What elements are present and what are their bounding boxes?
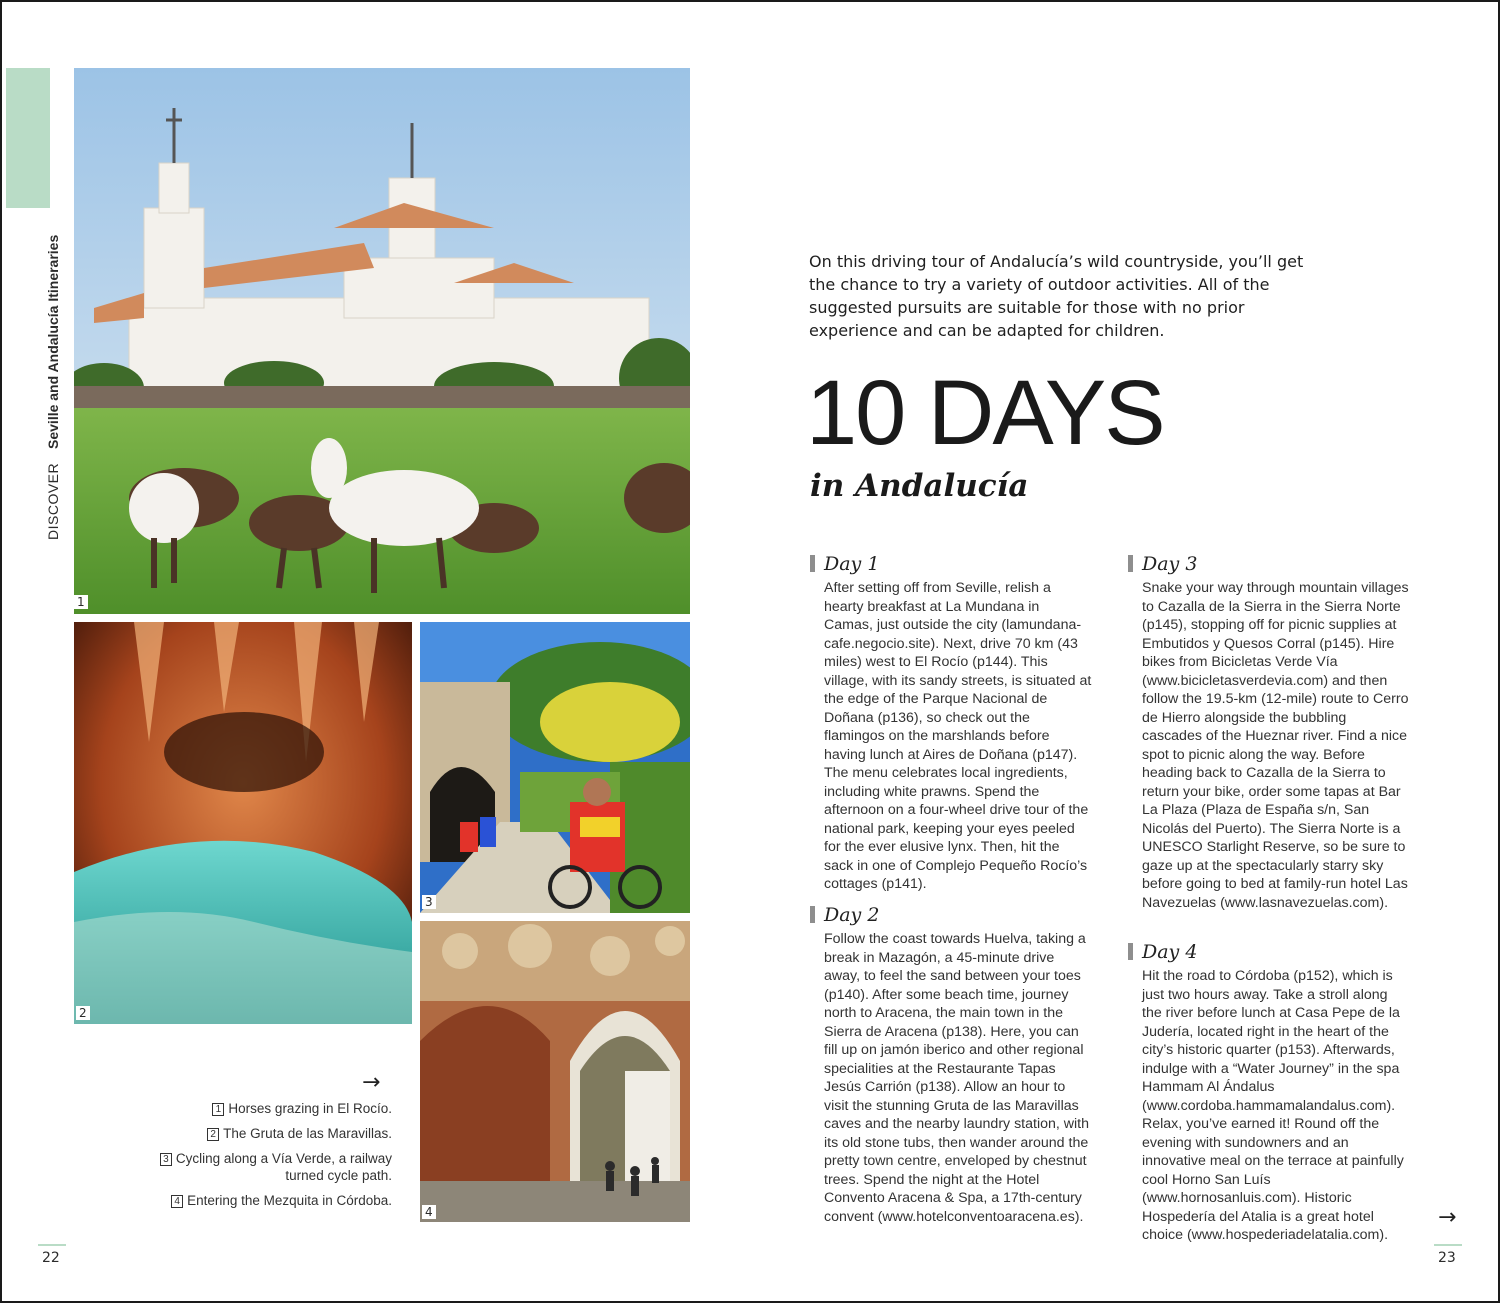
- photo-mezquita-cordoba: [420, 921, 690, 1222]
- page-number-rule: [1434, 1244, 1462, 1246]
- caption-text: Horses grazing in El Rocío.: [228, 1101, 392, 1116]
- page-subtitle: in Andalucía: [810, 468, 1029, 504]
- day-section-1: [810, 552, 1092, 894]
- caption-number: 3: [160, 1153, 172, 1166]
- day-section-2: [810, 903, 1092, 1226]
- side-label-section: Seville and Andalucía Itineraries: [45, 234, 61, 449]
- caption: [150, 1150, 392, 1184]
- photo-cycling-via-verde: [420, 622, 690, 913]
- photo-captions: [150, 1100, 392, 1217]
- day-body: Follow the coast towards Huelva, taking a break in Mazagón, a 45-minute drive away, to feel the sand between your toes (p140). After some beach time, journey north to Aracena, the main town in the Sierra de Aracena (p138). Here, you can fill up on jamón iberico and other regional specialities at the Restaurante Tapas Jesús Carrión (p138). Allow an hour to visit the stunning Gruta de las Maravillas caves and the nearby laundry station, with its old stone tubs, then wander around the pretty town centre, enveloped by chestnut trees. Spend the night at the Hotel Convento Aracena & Spa, a 17th-century convent (www.hotelconventoaracena.es).: [824, 931, 1089, 1225]
- photo-number: 3: [422, 895, 436, 909]
- day-heading: Day 1: [810, 552, 1092, 576]
- next-page-arrow-icon: →: [1438, 1205, 1457, 1230]
- caption-text: The Gruta de las Maravillas.: [223, 1126, 392, 1141]
- day-body: After setting off from Seville, relish a hearty breakfast at La Mundana in Camas, just outside the city (lamundana-cafe.negocio.site). Next, drive 70 km (43 miles) west to El Rocío (p144). This village, with its sandy streets, is situated at the edge of the Parque Nacional de Doñana (p136), so check out the flamingos on the marshlands before having lunch at Aires de Doñana (p147). The menu celebrates local ingredients, including white prawns. Spend the afternoon on a four-wheel drive tour of the national park, keeping your eyes peeled for the ever elusive lynx. Then, hit the sack in one of Complejo Pequeño Rocío’s cottages (p141).: [824, 580, 1092, 892]
- intro-paragraph: On this driving tour of Andalucía’s wild countryside, you’ll get the chance to try a variety of outdoor activities. All of the suggested pursuits are suitable for those with no prior experience and can be adapted for children.: [809, 252, 1304, 340]
- caption: [150, 1100, 392, 1117]
- section-tab: [6, 68, 50, 208]
- caption: [150, 1125, 392, 1142]
- photo-number: 1: [74, 595, 88, 609]
- page-number-right: 23: [1438, 1250, 1456, 1266]
- day-body: Hit the road to Córdoba (p152), which is just two hours away. Take a stroll along the river before lunch at Casa Pepe de la Judería, located right in the heart of the city’s historic quarter (p153). Afterwards, indulge with a “Water Journey” in the spa Hammam Al Ándalus (www.cordoba.hammamalandalus.com). Relax, you’ve earned it! Round off the evening with sundowners and an innovative meal on the terrace at painfully cool Horno San Luís (www.hornosanluis.com). Historic Hospedería del Atalia is a great hotel choice (www.hospederiadelatalia.com).: [1142, 968, 1404, 1243]
- caption-number: 4: [171, 1195, 183, 1208]
- page-number-left: 22: [42, 1250, 60, 1266]
- page-number-rule: [38, 1244, 66, 1246]
- photo-number: 2: [76, 1006, 90, 1020]
- day-section-3: [1128, 552, 1410, 912]
- caption-number: 2: [207, 1128, 219, 1141]
- caption-text: Cycling along a Vía Verde, a railway turned cycle path.: [175, 1151, 392, 1183]
- photo-gruta-maravillas: [74, 622, 412, 1024]
- day-heading: Day 2: [810, 903, 1092, 927]
- section-side-label: [45, 235, 61, 540]
- next-arrow-icon: →: [362, 1070, 381, 1095]
- side-label-discover: DISCOVER: [45, 462, 61, 540]
- caption-text: Entering the Mezquita in Córdoba.: [187, 1193, 392, 1208]
- day-body: Snake your way through mountain villages to Cazalla de la Sierra in the Sierra Norte (p145), stopping off for picnic supplies at Embutidos y Quesos Corral (p145). Hire bikes from Bicicletas Verde Vía (www.bicicletasverdevia.com) and then follow the 19.5-km (12-mile) route to Cerro de Hierro alongside the bubbling cascades of the Hueznar river. Find a nice spot to picnic along the way. Before heading back to Cazalla de la Sierra to return your bike, order some tapas at Bar La Plaza (Plaza de España s/n, San Nicolás del Puerto). The Sierra Norte is a UNESCO Starlight Reserve, so be sure to gaze up at the spectacularly starry sky before going to bed at family-run hotel Las Navezuelas (www.lasnavezuelas.com).: [1142, 580, 1409, 911]
- day-heading: Day 4: [1128, 940, 1410, 964]
- page-title: 10 DAYS: [806, 362, 1164, 464]
- caption: [150, 1192, 392, 1209]
- day-heading: Day 3: [1128, 552, 1410, 576]
- photo-horses-el-rocio: [74, 68, 690, 614]
- photo-number: 4: [422, 1205, 436, 1219]
- day-section-4: [1128, 940, 1410, 1245]
- caption-number: 1: [212, 1103, 224, 1116]
